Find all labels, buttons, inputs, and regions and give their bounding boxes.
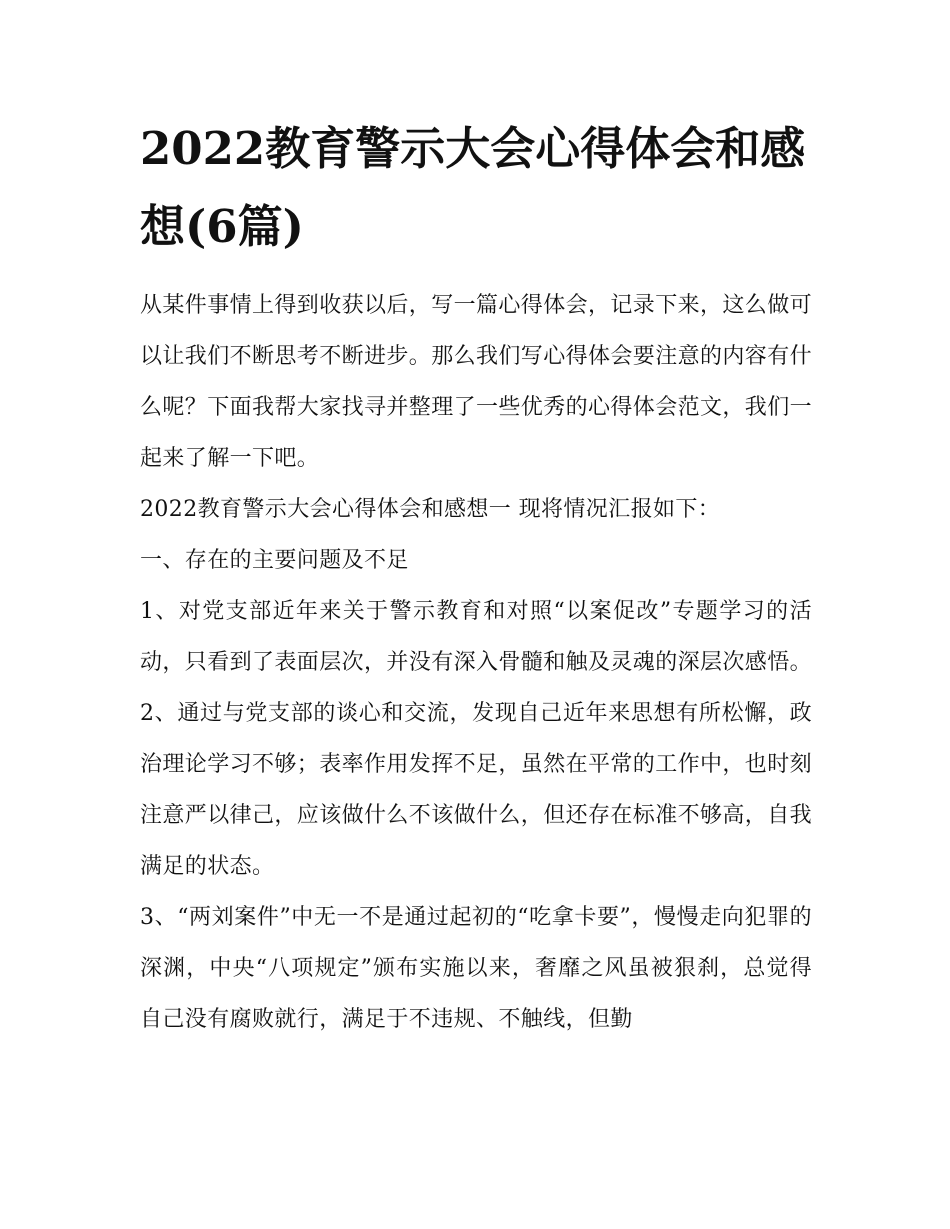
document-page xyxy=(140,110,812,1045)
problem-item-2: 2、通过与党支部的谈心和交流，发现自己近年来思想有所松懈，政治理论学习不够；表率作用发挥不足，虽然在平常的工作中，也时刻注意严以律己，应该做什么不该做什么，但还存在标准不够高，自我满足的状态。 xyxy=(140,701,813,879)
problem-item-1: 1、对党支部近年来关于警示教育和对照“以案促改”专题学习的活动，只看到了表面层次，并没有深入骨髓和触及灵魂的深层次感悟。 xyxy=(140,599,813,675)
intro-paragraph: 从某件事情上得到收获以后，写一篇心得体会，记录下来，这么做可以让我们不断思考不断进步。那么我们写心得体会要注意的内容有什么呢？下面我帮大家找寻并整理了一些优秀的心得体会范文，我们一起来了解一下吧。 xyxy=(140,293,813,471)
document-title: 2022教育警示大会心得体会和感想(6篇) xyxy=(140,122,806,253)
section-heading-paragraph: 2022教育警示大会心得体会和感想一 现将情况汇报如下： xyxy=(140,497,721,522)
problems-heading: 一、存在的主要问题及不足 xyxy=(140,548,409,573)
problem-item-3: 3、“两刘案件”中无一不是通过起初的“吃拿卡要”，慢慢走向犯罪的深渊，中央“八项规定”颁布实施以来，奢靡之风虽被狠刹，总觉得自己没有腐败就行，满足于不违规、不触线，但勤 xyxy=(140,905,812,1032)
